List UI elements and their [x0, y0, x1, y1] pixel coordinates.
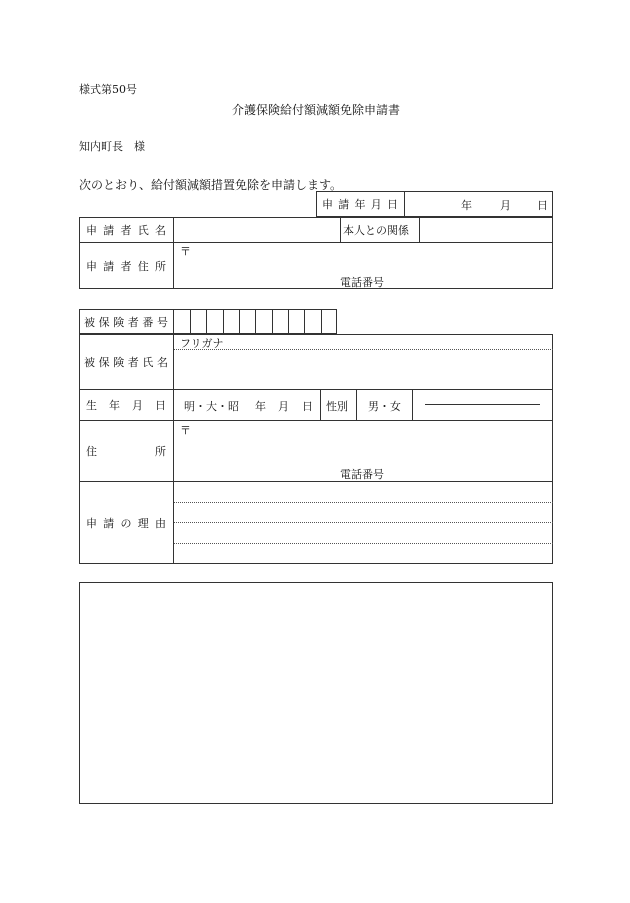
insured-address-label: 住 所: [86, 445, 166, 458]
form-number: 様式第50号: [79, 83, 137, 96]
insured-number-digit-8[interactable]: [289, 310, 304, 333]
insured-number-digit-9[interactable]: [305, 310, 321, 333]
birth-day-label: 日: [302, 400, 313, 413]
relation-label: 本人との関係: [343, 223, 409, 237]
insured-number-digit-10[interactable]: [322, 310, 337, 333]
insured-number-label: 被 保 険 者 番 号: [84, 315, 168, 329]
addressee: 知内町長 様: [79, 140, 145, 153]
insured-number-digit-6[interactable]: [256, 310, 272, 333]
application-date-label: 申 請 年 月 日: [322, 198, 398, 211]
insured-number-digit-4[interactable]: [224, 310, 239, 333]
reason-line-4[interactable]: [176, 545, 550, 563]
reason-label: 申 請 の 理 由: [86, 517, 166, 530]
age-blank-line: [425, 404, 540, 405]
sex-label: 性別: [326, 400, 348, 413]
birth-month-label: 月: [278, 400, 289, 413]
insured-number-digit-2[interactable]: [191, 310, 206, 333]
furigana-field[interactable]: [230, 336, 550, 348]
sex-options[interactable]: 男・女: [368, 400, 401, 413]
insured-address-field[interactable]: [176, 424, 550, 462]
insured-number-digit-7[interactable]: [273, 310, 288, 333]
document-title: 介護保険給付額減額免除申請書: [232, 103, 401, 117]
reason-line-2[interactable]: [176, 504, 550, 521]
applicant-postal-mark: 〒: [180, 245, 191, 258]
birth-year-label: 年: [255, 400, 266, 413]
insured-postal-mark: 〒: [180, 424, 191, 437]
date-year-field[interactable]: [408, 193, 448, 215]
relation-field[interactable]: [422, 219, 550, 240]
insured-phone-label: 電話番号: [340, 468, 384, 481]
date-day-label: 日: [537, 199, 548, 212]
applicant-name-label: 申 請 者 氏 名: [86, 223, 166, 237]
insured-name-label: 被 保 険 者 氏 名: [84, 355, 168, 369]
intro-text: 次のとおり、給付額減額措置免除を申請します。: [79, 178, 343, 192]
date-month-label: 月: [500, 199, 511, 212]
era-options[interactable]: 明・大・昭: [184, 400, 239, 413]
applicant-address-field[interactable]: [176, 245, 550, 271]
reason-line-3[interactable]: [176, 524, 550, 542]
birthdate-label: 生 年 月 日: [86, 399, 166, 412]
applicant-address-label: 申 請 者 住 所: [86, 260, 166, 273]
remarks-box[interactable]: [79, 582, 553, 804]
applicant-name-field[interactable]: [176, 219, 336, 240]
insured-name-field[interactable]: [176, 352, 550, 387]
date-year-label: 年: [461, 199, 472, 212]
insured-number-digit-5[interactable]: [240, 310, 255, 333]
reason-line-1[interactable]: [176, 483, 550, 501]
furigana-label: フリガナ: [180, 337, 224, 350]
insured-number-digit-3[interactable]: [207, 310, 223, 333]
insured-number-digit-1[interactable]: [174, 310, 190, 333]
applicant-phone-label: 電話番号: [340, 276, 384, 289]
